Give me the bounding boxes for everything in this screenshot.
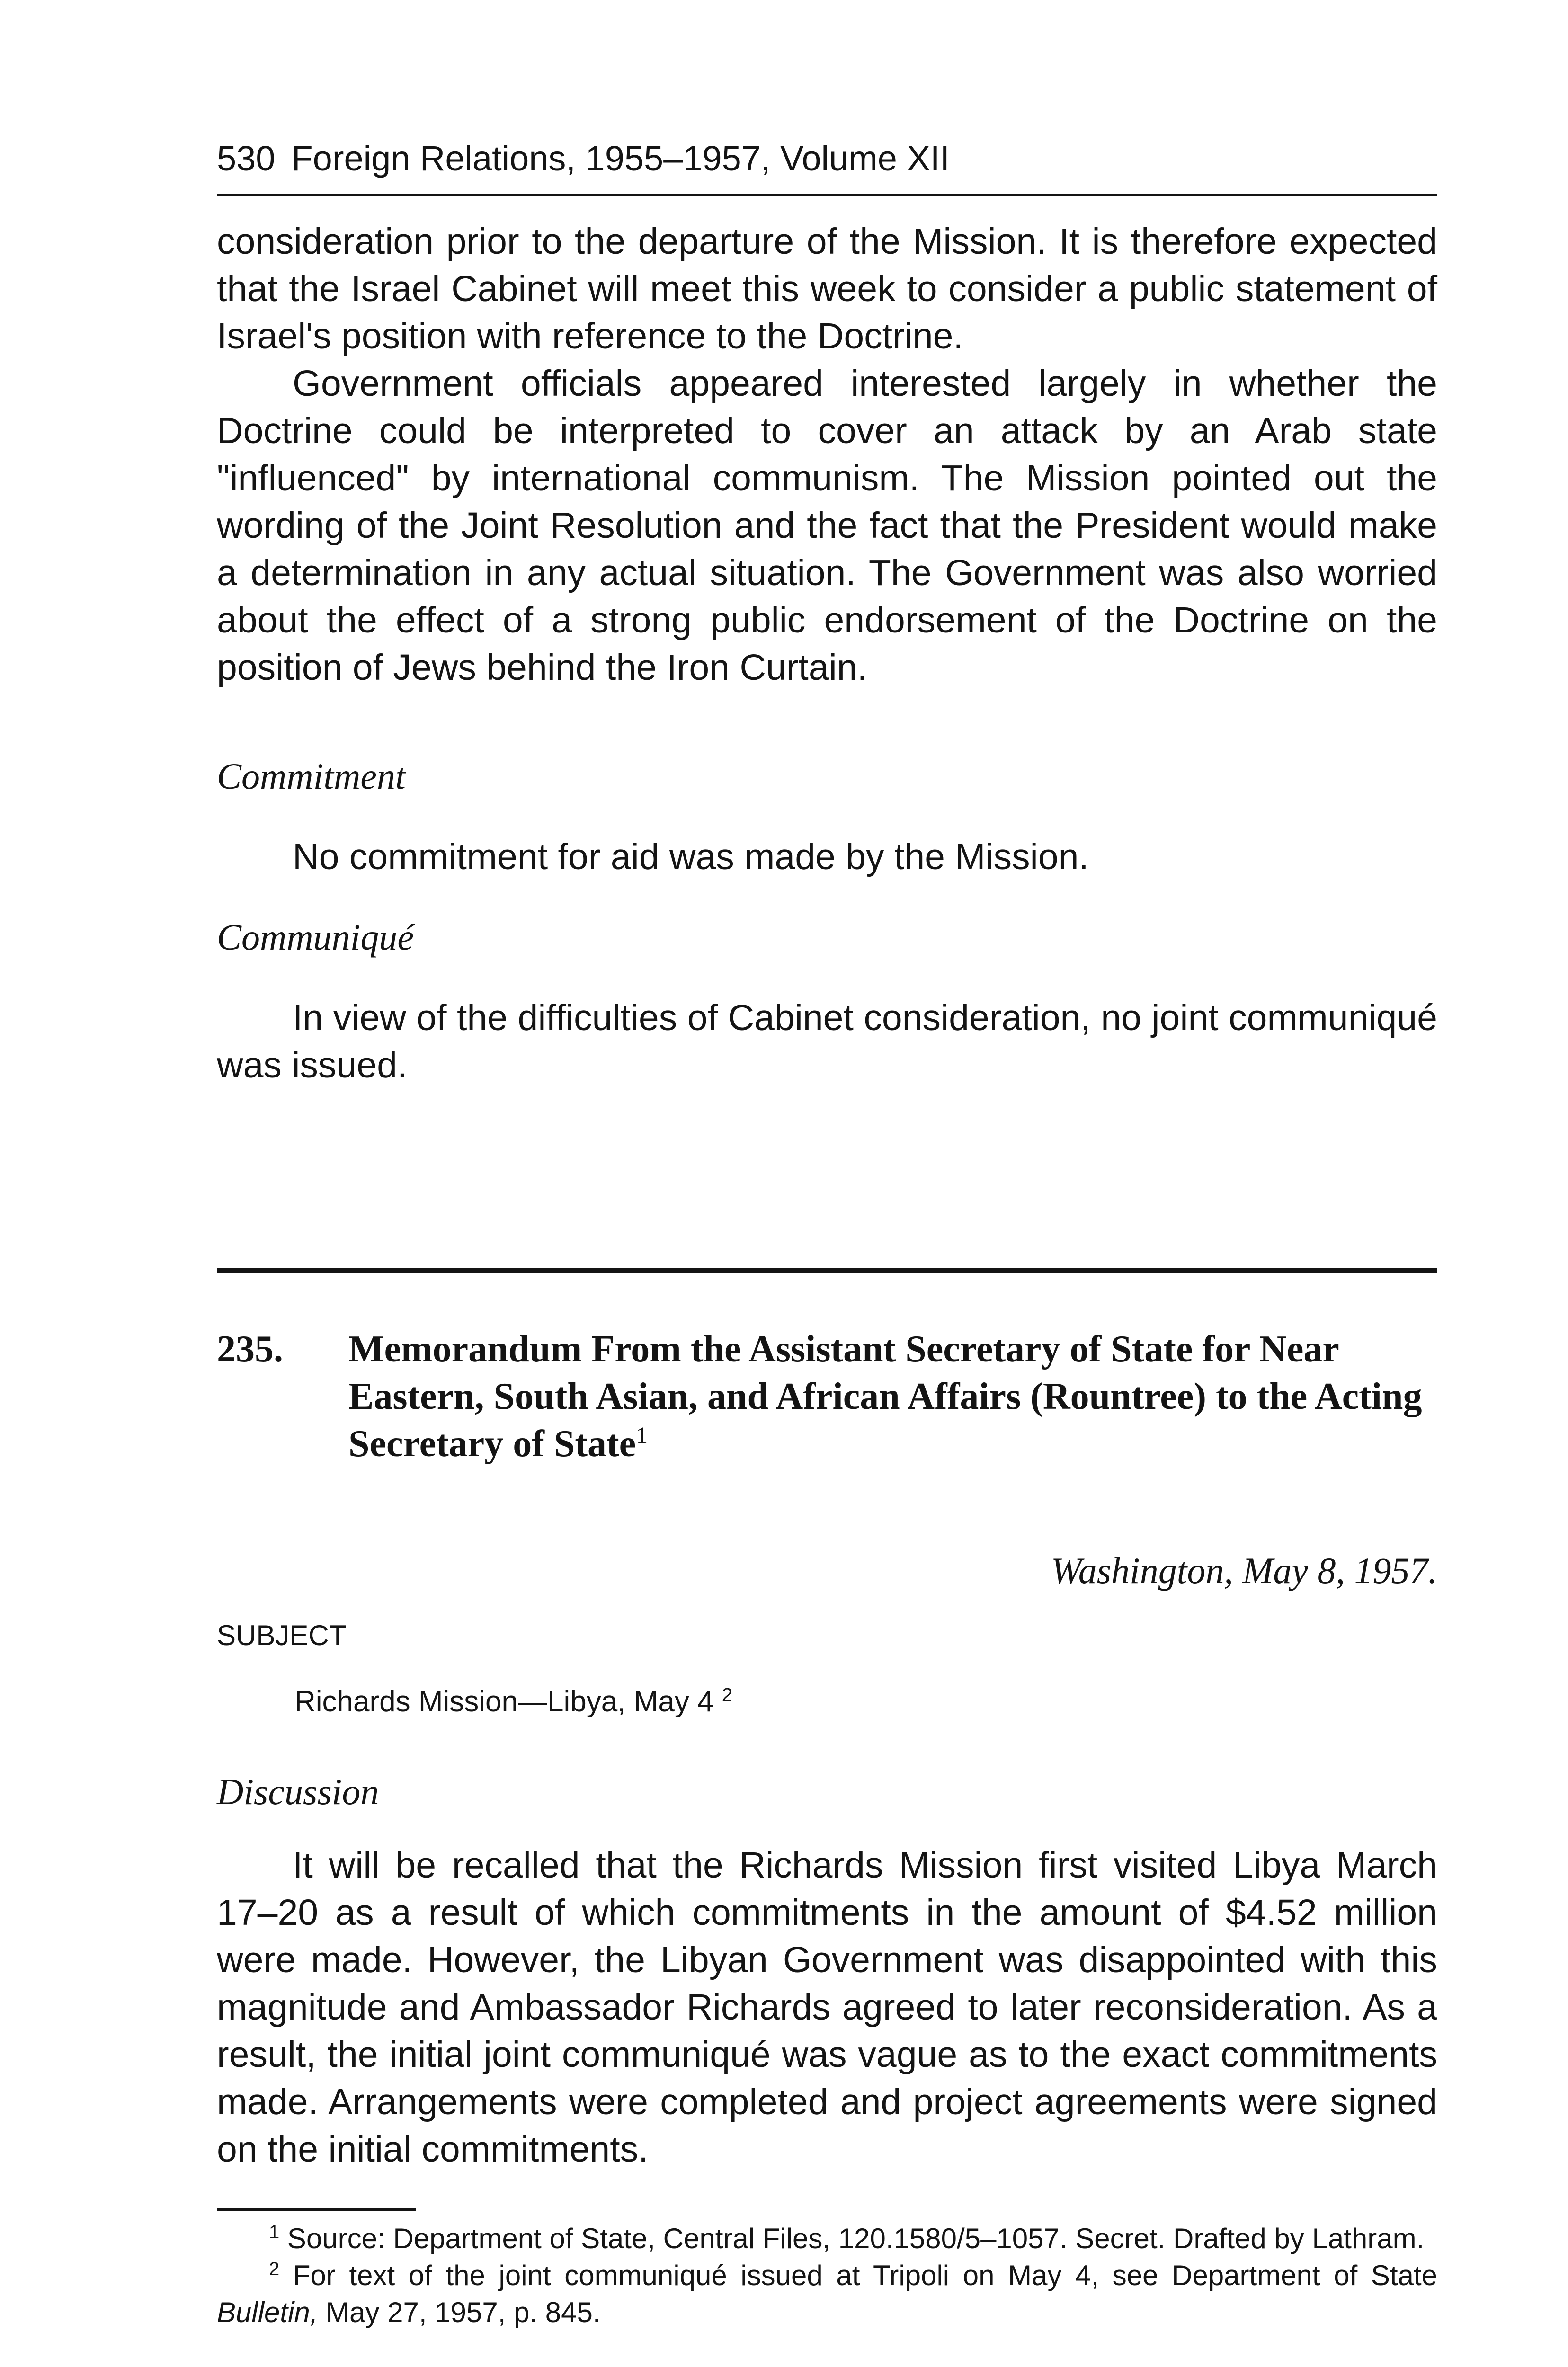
footnote-2-bulletin: Bulletin, xyxy=(217,2296,318,2328)
footnotes xyxy=(217,2220,1437,2331)
communique-text: In view of the difficulties of Cabinet consideration, no joint communiqué was issued. xyxy=(217,997,1437,1086)
page-number: 530 xyxy=(217,139,276,178)
footnote-marker-2: 2 xyxy=(269,2259,280,2279)
document-title xyxy=(348,1326,1437,1468)
continuation-paragraph-1: consideration prior to the departure of the Mission. It is therefore expected that the Israel Cabinet will meet this week to consider a public statement of Israel's position with reference to the Doctrine. xyxy=(217,221,1437,356)
commitment-text: No commitment for aid was made by the Mission. xyxy=(293,836,1089,877)
footnote-ref-1: 1 xyxy=(636,1422,648,1449)
commitment-heading: Commitment xyxy=(217,756,406,797)
discussion-heading: Discussion xyxy=(217,1771,379,1812)
footnote-1-text: Source: Department of State, Central Files, 120.1580/5–1057. Secret. Drafted by Lathram. xyxy=(287,2223,1425,2254)
communique-heading: Communiqué xyxy=(217,917,414,958)
volume-title: Foreign Relations, 1955–1957, Volume XII xyxy=(291,139,950,178)
footnote-rule xyxy=(217,2208,416,2211)
running-head xyxy=(217,135,1437,196)
document-number: 235. xyxy=(217,1328,283,1370)
document-title-text: Memorandum From the Assistant Secretary of State for Near Eastern, South Asian, and African Affairs (Rountree) to the Acting Secretary of State xyxy=(348,1328,1422,1465)
subject-text xyxy=(294,1683,732,1721)
footnote-1 xyxy=(217,2220,1437,2257)
footnote-marker-1: 1 xyxy=(269,2222,280,2242)
discussion-paragraph: It will be recalled that the Richards Mission first visited Libya March 17–20 as a result of which commitments in the amount of $4.52 million were made. However, the Libyan Government was disappointed with this magnitude and Ambassador Richards agreed to later reconsideration. As a result, the initial joint communiqué was vague as to the exact commitments made. Arrangements were completed and project agreements were signed on the initial commitments. xyxy=(217,1845,1437,2170)
document-divider xyxy=(217,1268,1437,1273)
footnote-2 xyxy=(217,2257,1437,2331)
footnote-2-text-after: May 27, 1957, p. 845. xyxy=(326,2296,601,2328)
place-and-date: Washington, May 8, 1957. xyxy=(1051,1550,1437,1591)
subject-text-content: Richards Mission—Libya, May 4 xyxy=(294,1685,714,1718)
footnote-2-text-before: For text of the joint communiqué issued at Tripoli on May 4, see Department of State xyxy=(293,2260,1437,2291)
continuation-paragraph-2: Government officials appeared interested largely in whether the Doctrine could be interpreted to cover an attack by an Arab state "influenced" by international communism. The Mission pointed out the wording of the Joint Resolution and the fact that the President would make a determination in any actual situation. The Government was also worried about the effect of a strong public endorsement of the Doctrine on the position of Jews behind the Iron Curtain. xyxy=(217,363,1437,688)
footnote-ref-2: 2 xyxy=(722,1684,733,1706)
subject-label: SUBJECT xyxy=(217,1620,347,1651)
